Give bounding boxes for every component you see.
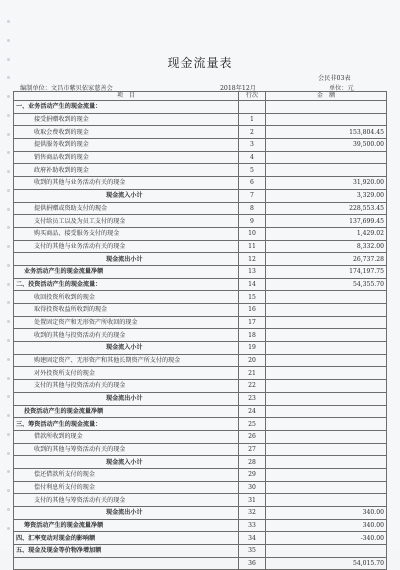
row-item-label: 三、筹资活动产生的现金流量：	[14, 418, 239, 431]
document-title: 现金流量表	[167, 56, 233, 70]
row-amount: 137,699.45	[266, 215, 387, 228]
row-line-number: 35	[239, 545, 266, 558]
report-period: 2018年12月	[220, 85, 256, 92]
table-row	[14, 164, 387, 177]
table-row	[14, 151, 387, 164]
table-row	[14, 418, 387, 431]
row-line-number: 7	[239, 189, 266, 202]
row-line-number: 9	[239, 215, 266, 228]
row-line-number: 30	[239, 481, 266, 494]
row-line-number: 2	[239, 126, 266, 139]
table-row	[14, 215, 387, 228]
row-amount	[266, 291, 387, 304]
currency-unit: 单位：元	[329, 85, 354, 92]
row-amount	[266, 101, 387, 114]
row-item-label: 五、现金及现金等价物净增加额	[14, 545, 239, 558]
table-row	[14, 342, 387, 355]
table-row	[14, 557, 387, 570]
row-amount: 8,332.00	[266, 240, 387, 253]
table-row	[14, 354, 387, 367]
row-line-number: 34	[239, 532, 266, 545]
row-amount: 1,429.02	[266, 227, 387, 240]
row-line-number: 15	[239, 291, 266, 304]
row-amount	[266, 405, 387, 418]
header-item: 项 目	[14, 92, 239, 101]
row-line-number: 14	[239, 278, 266, 291]
row-line-number: 8	[239, 202, 266, 215]
row-item-label	[14, 557, 239, 570]
row-item-label: 四、汇率变动对现金的影响额	[14, 532, 239, 545]
row-amount: 174,197.75	[266, 265, 387, 278]
row-amount	[266, 113, 387, 126]
table-row	[14, 545, 387, 558]
row-item-label: 现金流出小计	[14, 392, 239, 405]
table-row	[14, 126, 387, 139]
row-line-number: 16	[239, 304, 266, 317]
table-row	[14, 481, 387, 494]
row-amount: 26,737.28	[266, 253, 387, 266]
row-item-label: 一、业务活动产生的现金流量：	[14, 101, 239, 114]
row-line-number: 28	[239, 456, 266, 469]
row-item-label: 购建固定资产、无形资产和其他长期资产所支付的现金	[14, 354, 239, 367]
row-item-label: 提供捐赠或资助支付的现金	[14, 202, 239, 215]
row-item-label: 筹资活动产生的现金流量净额	[14, 519, 239, 532]
table-row	[14, 494, 387, 507]
table-row	[14, 532, 387, 545]
row-amount	[266, 342, 387, 355]
row-item-label: 现金流出小计	[14, 253, 239, 266]
row-amount: 39,500.00	[266, 139, 387, 152]
row-amount: 340.00	[266, 519, 387, 532]
row-item-label: 取得投资收益所收到的现金	[14, 304, 239, 317]
row-item-label: 收到的其他与业务活动有关的现金	[14, 177, 239, 190]
row-amount: 153,804.45	[266, 126, 387, 139]
row-line-number: 32	[239, 507, 266, 520]
table-row	[14, 139, 387, 152]
row-item-label: 现金流入小计	[14, 456, 239, 469]
row-amount: -340.00	[266, 532, 387, 545]
header-amount: 金 额	[266, 92, 387, 101]
table-row	[14, 405, 387, 418]
table-row	[14, 380, 387, 393]
row-amount: 54,015.70	[266, 557, 387, 570]
row-item-label: 购买商品、接受服务支付的现金	[14, 227, 239, 240]
table-row	[14, 101, 387, 114]
row-item-label: 支付给员工以及为员工支付的现金	[14, 215, 239, 228]
row-item-label: 收到的其他与筹资活动有关的现金	[14, 443, 239, 456]
organization: 编制单位：文昌市紫贝依家慈善会	[20, 85, 113, 92]
row-item-label: 对外投资所支付的现金	[14, 367, 239, 380]
table-row	[14, 316, 387, 329]
row-amount	[266, 329, 387, 342]
row-line-number: 22	[239, 380, 266, 393]
row-line-number: 17	[239, 316, 266, 329]
row-line-number: 36	[239, 557, 266, 570]
row-amount	[266, 392, 387, 405]
row-amount	[266, 151, 387, 164]
row-line-number: 24	[239, 405, 266, 418]
row-item-label: 政府补助收到的现金	[14, 164, 239, 177]
row-item-label: 二、投资活动产生的现金流量：	[14, 278, 239, 291]
table-row	[14, 113, 387, 126]
row-amount	[266, 494, 387, 507]
row-amount	[266, 430, 387, 443]
table-header-row	[14, 92, 387, 101]
row-item-label: 收取会费收到的现金	[14, 126, 239, 139]
table-row	[14, 443, 387, 456]
table-row	[14, 367, 387, 380]
row-line-number: 10	[239, 227, 266, 240]
row-line-number: 13	[239, 265, 266, 278]
row-line-number: 27	[239, 443, 266, 456]
row-amount	[266, 456, 387, 469]
row-line-number: 19	[239, 342, 266, 355]
row-amount	[266, 545, 387, 558]
row-line-number: 21	[239, 367, 266, 380]
table-body	[14, 101, 387, 570]
row-line-number: 33	[239, 519, 266, 532]
row-amount	[266, 481, 387, 494]
row-line-number: 1	[239, 113, 266, 126]
row-item-label: 接受捐赠收到的现金	[14, 113, 239, 126]
row-item-label: 收到的其他与投资活动有关的现金	[14, 329, 239, 342]
row-line-number: 5	[239, 164, 266, 177]
row-line-number: 4	[239, 151, 266, 164]
row-item-label: 支付的其他与投资活动有关的现金	[14, 380, 239, 393]
table-row	[14, 227, 387, 240]
row-amount	[266, 418, 387, 431]
row-amount	[266, 443, 387, 456]
table-row	[14, 507, 387, 520]
row-line-number	[239, 101, 266, 114]
row-item-label: 借款所收到的现金	[14, 430, 239, 443]
table-row	[14, 304, 387, 317]
table-row	[14, 329, 387, 342]
row-line-number: 12	[239, 253, 266, 266]
header-line-no: 行次	[239, 92, 266, 101]
table-row	[14, 291, 387, 304]
row-line-number: 23	[239, 392, 266, 405]
row-line-number: 26	[239, 430, 266, 443]
row-line-number: 6	[239, 177, 266, 190]
table-row	[14, 202, 387, 215]
row-line-number: 11	[239, 240, 266, 253]
table-row	[14, 468, 387, 481]
row-item-label: 偿还借款所支付的现金	[14, 468, 239, 481]
row-amount: 54,355.70	[266, 278, 387, 291]
row-amount	[266, 380, 387, 393]
row-amount: 31,920.00	[266, 177, 387, 190]
row-item-label: 销售商品收到的现金	[14, 151, 239, 164]
row-line-number: 31	[239, 494, 266, 507]
table-row	[14, 278, 387, 291]
table-row	[14, 519, 387, 532]
row-line-number: 18	[239, 329, 266, 342]
row-item-label: 现金流出小计	[14, 507, 239, 520]
table-row	[14, 253, 387, 266]
table-row	[14, 177, 387, 190]
form-code: 会民非03表	[318, 75, 351, 82]
table-row	[14, 265, 387, 278]
row-item-label: 处置固定资产和无形资产所收回的现金	[14, 316, 239, 329]
row-line-number: 3	[239, 139, 266, 152]
row-amount: 340.00	[266, 507, 387, 520]
row-item-label: 收回投资所收到的现金	[14, 291, 239, 304]
row-line-number: 20	[239, 354, 266, 367]
row-line-number: 25	[239, 418, 266, 431]
row-amount	[266, 316, 387, 329]
row-item-label: 支付的其他与筹资活动有关的现金	[14, 494, 239, 507]
table-row	[14, 456, 387, 469]
row-item-label: 投资活动产生的现金流量净额	[14, 405, 239, 418]
row-amount: 3,329.00	[266, 189, 387, 202]
row-amount	[266, 468, 387, 481]
row-amount	[266, 304, 387, 317]
table-row	[14, 189, 387, 202]
row-amount	[266, 164, 387, 177]
row-item-label: 提供服务收到的现金	[14, 139, 239, 152]
row-amount	[266, 354, 387, 367]
row-item-label: 偿付利息所支付的现金	[14, 481, 239, 494]
row-item-label: 业务活动产生的现金流量净额	[14, 265, 239, 278]
row-amount	[266, 367, 387, 380]
table-row	[14, 430, 387, 443]
table-row	[14, 240, 387, 253]
cash-flow-table	[13, 91, 387, 570]
table-row	[14, 392, 387, 405]
row-line-number: 29	[239, 468, 266, 481]
row-item-label: 现金流入小计	[14, 189, 239, 202]
row-amount: 228,553.45	[266, 202, 387, 215]
row-item-label: 现金流入小计	[14, 342, 239, 355]
row-item-label: 支付的其他与业务活动有关的现金	[14, 240, 239, 253]
